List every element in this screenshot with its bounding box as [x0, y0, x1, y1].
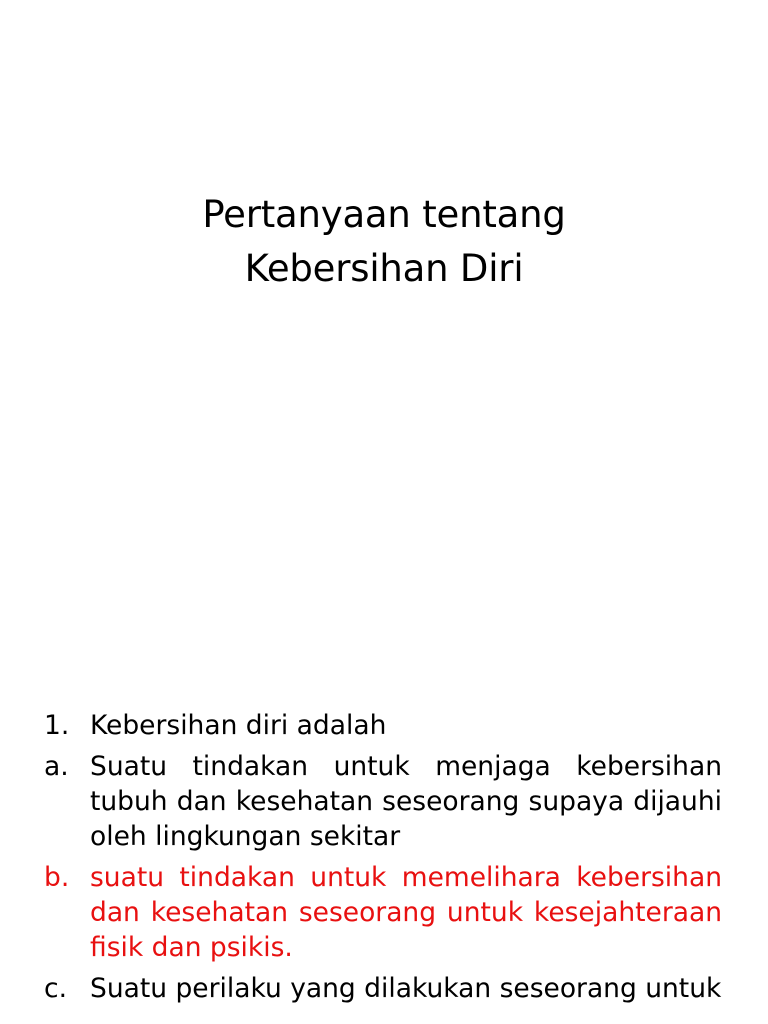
quiz-question-block [44, 708, 722, 1012]
option-c-text: Suatu perilaku yang dilakukan seseorang untuk [90, 973, 722, 1004]
option-b-letter: b. [44, 862, 70, 893]
title-line-1: Pertanyaan tentang [202, 193, 566, 236]
slide-title [0, 188, 768, 296]
question-text: Kebersihan diri adalah [90, 710, 387, 741]
option-a [44, 749, 722, 854]
title-line-2: Kebersihan Diri [244, 247, 524, 290]
option-c [44, 971, 722, 1006]
option-a-text: Suatu tindakan untuk menjaga kebersihan tubuh dan kesehatan seseorang supaya dijauhi oleh lingkungan sekitar [90, 751, 722, 852]
option-b-text: suatu tindakan untuk memelihara kebersihan dan kesehatan seseorang untuk kesejahteraan fisik dan psikis. [90, 862, 722, 963]
question-item [44, 708, 722, 743]
option-c-letter: c. [44, 973, 67, 1004]
option-b-correct-answer [44, 860, 722, 965]
question-number: 1. [44, 710, 70, 741]
option-a-letter: a. [44, 751, 69, 782]
